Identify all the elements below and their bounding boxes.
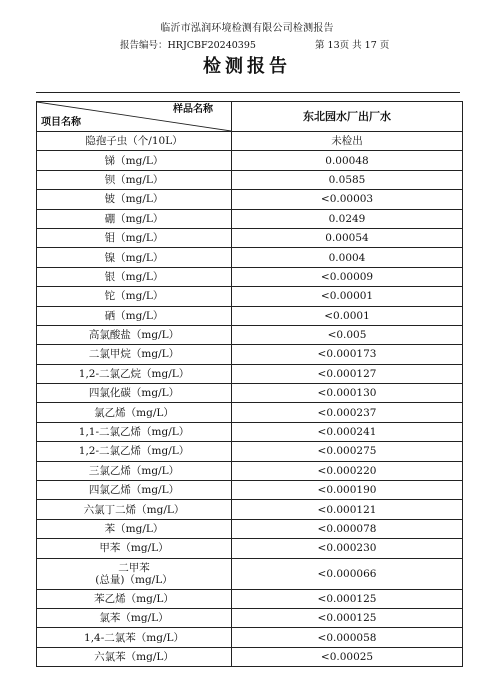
table-row — [37, 384, 463, 403]
item-name-line: 二甲苯 — [118, 561, 150, 574]
result-value-cell: 0.0004 — [232, 248, 463, 267]
item-name-cell: 钡（mg/L） — [37, 170, 232, 189]
item-name-cell: 四氯化碳（mg/L） — [37, 384, 232, 403]
table-header-row — [37, 102, 463, 132]
table-row — [37, 422, 463, 441]
result-value-cell: <0.000125 — [232, 608, 463, 627]
table-row — [37, 151, 463, 170]
item-name-cell: 钼（mg/L） — [37, 228, 232, 247]
table-row — [37, 539, 463, 558]
result-value-cell: <0.000230 — [232, 539, 463, 558]
item-name-line: (总量)（mg/L） — [95, 573, 173, 586]
table-row — [37, 209, 463, 228]
item-name-cell: 苯乙烯（mg/L） — [37, 589, 232, 608]
table-row — [37, 461, 463, 480]
result-value-cell: 0.0249 — [232, 209, 463, 228]
table-row — [37, 306, 463, 325]
item-name-cell: 1,4-二氯苯（mg/L） — [37, 628, 232, 647]
table-row — [37, 170, 463, 189]
result-value-cell: <0.000078 — [232, 519, 463, 538]
table-row — [37, 190, 463, 209]
item-name-cell: 铍（mg/L） — [37, 190, 232, 209]
sample-column-header: 东北园水厂出厂水 — [232, 102, 463, 132]
item-name-cell: 硒（mg/L） — [37, 306, 232, 325]
table-row — [37, 442, 463, 461]
table-row — [37, 345, 463, 364]
item-name-cell: 三氯乙烯（mg/L） — [37, 461, 232, 480]
item-name-cell: 氯乙烯（mg/L） — [37, 403, 232, 422]
result-value-cell: <0.000130 — [232, 384, 463, 403]
item-name-cell: 1,2-二氯乙烯（mg/L） — [37, 442, 232, 461]
result-value-cell: <0.000058 — [232, 628, 463, 647]
table-row — [37, 403, 463, 422]
item-name-cell — [37, 558, 232, 589]
table-row — [37, 325, 463, 344]
table-row — [37, 364, 463, 383]
table-row — [37, 647, 463, 666]
result-value-cell: <0.000127 — [232, 364, 463, 383]
result-value-cell: <0.005 — [232, 325, 463, 344]
result-value-cell: <0.00025 — [232, 647, 463, 666]
item-name-cell: 二氯甲烷（mg/L） — [37, 345, 232, 364]
item-name-cell: 四氯乙烯（mg/L） — [37, 481, 232, 500]
result-value-cell: <0.000173 — [232, 345, 463, 364]
item-name-cell: 甲苯（mg/L） — [37, 539, 232, 558]
item-name-cell: 镍（mg/L） — [37, 248, 232, 267]
item-name-cell: 六氯苯（mg/L） — [37, 647, 232, 666]
result-value-cell: <0.0001 — [232, 306, 463, 325]
table-row — [37, 248, 463, 267]
table-row — [37, 287, 463, 306]
result-value-cell: <0.000241 — [232, 422, 463, 441]
results-table — [36, 101, 463, 667]
item-name-cell: 1,2-二氯乙烷（mg/L） — [37, 364, 232, 383]
result-value-cell: <0.000066 — [232, 558, 463, 589]
table-row — [37, 608, 463, 627]
table-row — [37, 500, 463, 519]
item-name-cell: 银（mg/L） — [37, 267, 232, 286]
table-row — [37, 589, 463, 608]
result-value-cell: <0.000275 — [232, 442, 463, 461]
item-name-label: 项目名称 — [41, 117, 81, 128]
header-divider — [36, 92, 460, 93]
company-header: 临沂市泓润环境检测有限公司检测报告 — [160, 23, 334, 34]
report-number: 报告编号：HRJCBF20240395 — [120, 40, 256, 51]
result-value-cell: 0.00048 — [232, 151, 463, 170]
item-name-cell: 1,1-二氯乙烯（mg/L） — [37, 422, 232, 441]
item-name-cell: 锑（mg/L） — [37, 151, 232, 170]
result-value-cell: 未检出 — [232, 132, 463, 151]
item-name-cell: 硼（mg/L） — [37, 209, 232, 228]
result-value-cell: <0.00003 — [232, 190, 463, 209]
report-title: 检测报告 — [203, 56, 291, 77]
page-indicator: 第 13页 共 17 页 — [315, 40, 390, 51]
result-value-cell: 0.00054 — [232, 228, 463, 247]
result-value-cell: <0.00001 — [232, 287, 463, 306]
result-value-cell: <0.000121 — [232, 500, 463, 519]
item-name-cell: 高氯酸盐（mg/L） — [37, 325, 232, 344]
item-name-cell: 氯苯（mg/L） — [37, 608, 232, 627]
sample-name-label: 样品名称 — [173, 104, 213, 115]
table-row — [37, 481, 463, 500]
table-row — [37, 558, 463, 589]
corner-header-cell — [37, 102, 232, 132]
item-name-cell: 苯（mg/L） — [37, 519, 232, 538]
item-name-cell: 铊（mg/L） — [37, 287, 232, 306]
table-row — [37, 132, 463, 151]
result-value-cell: <0.000190 — [232, 481, 463, 500]
table-row — [37, 519, 463, 538]
result-value-cell: <0.000125 — [232, 589, 463, 608]
result-value-cell: <0.000237 — [232, 403, 463, 422]
result-value-cell: <0.000220 — [232, 461, 463, 480]
table-row — [37, 228, 463, 247]
table-row — [37, 628, 463, 647]
result-value-cell: <0.00009 — [232, 267, 463, 286]
result-value-cell: 0.0585 — [232, 170, 463, 189]
item-name-cell: 六氯丁二烯（mg/L） — [37, 500, 232, 519]
table-row — [37, 267, 463, 286]
item-name-cell: 隐孢子虫（个/10L） — [37, 132, 232, 151]
